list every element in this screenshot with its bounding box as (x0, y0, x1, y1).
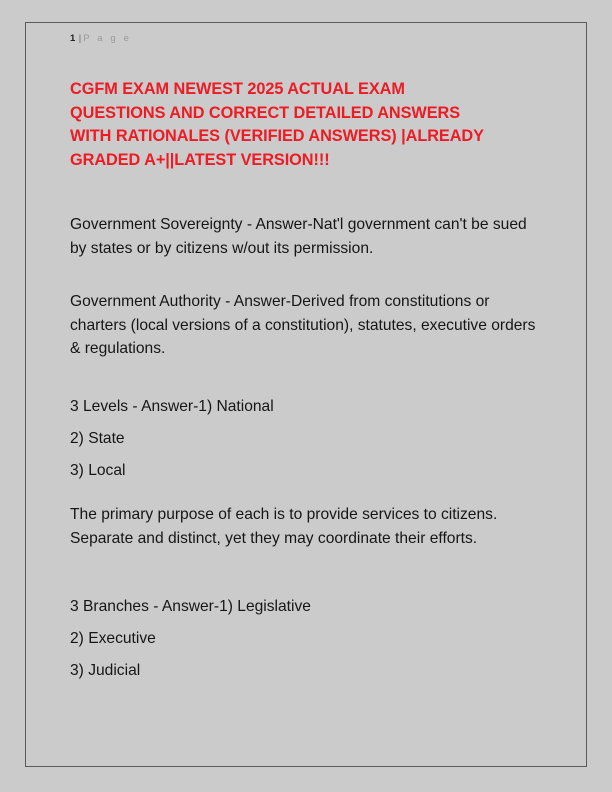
page-number: 1 (70, 33, 76, 44)
qa-entry-three-levels-note: The primary purpose of each is to provide services to citizens. Separate and distinct, yet they may coordinate their efforts. (70, 505, 498, 547)
spacer (70, 487, 540, 503)
spacer (70, 260, 540, 290)
qa-entry-three-levels-heading: 3 Levels - Answer-1) National (70, 397, 274, 415)
document-title (70, 46, 542, 172)
title-line-3: WITH RATIONALES (VERIFIED ANSWERS) |ALREADY (70, 127, 484, 145)
page-content (70, 30, 540, 687)
title-line-1: CGFM EXAM NEWEST 2025 ACTUAL EXAM (70, 80, 405, 98)
qa-entry-government-sovereignty: Government Sovereignty - Answer-Nat'l government can't be sued by states or by citizens w/out its permission. (70, 216, 527, 257)
qa-entry-three-levels-item-2: 2) State (70, 429, 125, 447)
running-header (70, 30, 540, 46)
page-header-separator: | (78, 33, 82, 44)
document-body (70, 172, 540, 687)
spacer (70, 361, 540, 391)
page-header-label: P a g e (83, 33, 132, 44)
spacer (70, 550, 540, 591)
title-line-2: QUESTIONS AND CORRECT DETAILED ANSWERS (70, 103, 461, 122)
spacer (70, 172, 540, 213)
qa-entry-three-branches-item-2: 2) Executive (70, 630, 156, 648)
title-line-4: GRADED A+||LATEST VERSION!!! (70, 150, 330, 169)
qa-entry-three-levels-item-3: 3) Local (70, 461, 126, 479)
qa-entry-three-branches-heading: 3 Branches - Answer-1) Legislative (70, 598, 311, 616)
qa-entry-government-authority: Government Authority - Answer-Derived from constitutions or charters (local versions of a constitution), statutes, executive orders & regulations. (70, 293, 536, 358)
qa-entry-three-branches-item-3: 3) Judicial (70, 662, 141, 680)
